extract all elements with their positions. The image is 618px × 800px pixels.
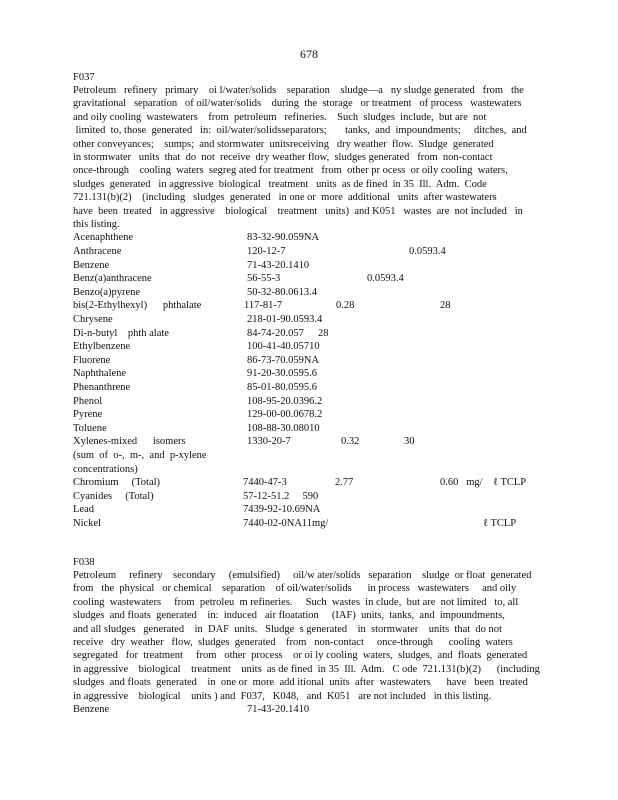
table-row bbox=[73, 422, 543, 436]
table-row bbox=[73, 381, 543, 395]
standard-value: 0.32 bbox=[341, 436, 360, 448]
table-row bbox=[73, 703, 543, 717]
constituent-name: Ethylbenzene bbox=[73, 341, 131, 353]
table-row bbox=[73, 395, 543, 409]
constituent-name: Chromium (Total) bbox=[73, 477, 161, 489]
constituent-name: (sum of o-, m-, and p-xylene bbox=[73, 449, 207, 461]
cas-number: 50-32-80.0613.4 bbox=[247, 286, 317, 298]
table-row bbox=[73, 245, 543, 259]
table-row bbox=[73, 517, 543, 531]
constituent-name: Phenanthrene bbox=[73, 382, 131, 393]
table-row bbox=[73, 449, 543, 463]
description-line: Petroleum refinery secondary (emulsified) oil/w ater/solids separation sludge or float generated bbox=[73, 570, 532, 581]
table-row bbox=[73, 259, 543, 273]
cas-number: 108-95-20.0396.2 bbox=[247, 395, 323, 407]
description-line: in stormwater units that do not receive dry weather flow, sludges generated from non-contact bbox=[73, 152, 493, 164]
description-line: 721.131(b)(2) (including sludges generated in one or more additional units after wastewaters bbox=[73, 192, 497, 204]
constituent-name: Di-n-butyl phth alate bbox=[73, 327, 169, 339]
constituent-name: Benzene bbox=[73, 704, 110, 716]
table-row bbox=[73, 408, 543, 422]
cas-number: 83-32-90.059NA bbox=[247, 232, 320, 244]
cas-number: 108-88-30.08010 bbox=[247, 422, 320, 434]
description-line: from the physical or chemical separation of oil/water/solids in process wastewaters and oily bbox=[73, 583, 517, 595]
page-number: 678 bbox=[300, 47, 318, 61]
cas-number: 100-41-40.05710 bbox=[247, 341, 320, 353]
cas-number: 120-12-7 bbox=[247, 246, 286, 258]
cas-number: 57-12-51.2 590 bbox=[243, 490, 319, 502]
standard-value: 0.0593.4 bbox=[409, 246, 446, 258]
standard-value: 30 bbox=[404, 436, 415, 448]
table-row bbox=[73, 299, 543, 313]
standard-value: 2.77 bbox=[335, 477, 354, 489]
table-row bbox=[73, 313, 543, 327]
cas-number: 86-73-70.059NA bbox=[247, 354, 320, 366]
table-row bbox=[73, 463, 543, 477]
constituent-table bbox=[73, 231, 543, 530]
constituent-name: Acenaphthene bbox=[73, 232, 134, 244]
standard-value: 0.0593.4 bbox=[367, 273, 404, 285]
cas-number: 117-81-7 bbox=[244, 300, 283, 312]
cas-number: 7439-92-10.69NA bbox=[243, 504, 321, 516]
standard-unit: ℓ TCLP bbox=[493, 477, 527, 489]
standard-value: 28 bbox=[318, 327, 329, 339]
description-line: in aggressive biological units ) and F037, K048, and K051 are not included in this listing. bbox=[73, 690, 492, 702]
waste-description bbox=[73, 84, 543, 231]
description-line: gravitational separation of oil/water/solids during the storage or treatment of process wastewaters bbox=[73, 98, 522, 110]
table-row bbox=[73, 367, 543, 381]
table-row bbox=[73, 354, 543, 368]
constituent-table bbox=[73, 703, 543, 717]
table-row bbox=[73, 340, 543, 354]
constituent-name: Chrysene bbox=[73, 314, 113, 326]
waste-description bbox=[73, 569, 543, 703]
description-line: Petroleum refinery primary oi l/water/solids separation sludge—a ny sludge generated from the bbox=[73, 85, 524, 96]
cas-number: 218-01-90.0593.4 bbox=[247, 314, 323, 326]
waste-section-f037 bbox=[73, 72, 543, 531]
description-line: cooling wastewaters from petroleu m refineries. Such wastes in clude, but are not limited to, all bbox=[73, 596, 519, 608]
waste-section-f038 bbox=[73, 557, 543, 717]
table-row bbox=[73, 490, 543, 504]
table-row bbox=[73, 476, 543, 490]
table-row bbox=[73, 503, 543, 517]
waste-code: F038 bbox=[73, 557, 95, 568]
waste-code: F037 bbox=[73, 72, 95, 83]
description-line: sludges and floats generated in one or more add itional units after wastewaters have been treated bbox=[73, 677, 528, 689]
description-line: this listing. bbox=[73, 219, 120, 231]
table-row bbox=[73, 327, 543, 341]
description-line: other conveyances; sumps; and stormwater unitsreceiving dry weather flow. Sludge generated bbox=[73, 138, 494, 150]
description-line: sludges generated in aggressive biological treatment units as de fined in 35 Ill. Adm. Code bbox=[73, 178, 487, 190]
constituent-name: Nickel bbox=[73, 517, 101, 529]
description-line: in aggressive biological treatment units as de fined in 35 Ill. Adm. C ode 721.131(b)(2) (including bbox=[73, 663, 540, 675]
cas-number: 1330-20-7 bbox=[247, 436, 291, 448]
constituent-name: Lead bbox=[73, 504, 94, 516]
description-line: have been treated in aggressive biological treatment units) and K051 wastes are not included in bbox=[73, 205, 523, 217]
constituent-name: Benz(a)anthracene bbox=[73, 273, 152, 285]
constituent-name: Phenol bbox=[73, 395, 103, 407]
cas-number: 85-01-80.0595.6 bbox=[247, 382, 317, 393]
cas-number: 71-43-20.1410 bbox=[247, 259, 310, 271]
constituent-name: Fluorene bbox=[73, 354, 111, 366]
constituent-name: Anthracene bbox=[73, 246, 122, 258]
description-line: and oily cooling wastewaters from petroleum refineries. Such sludges include, but are not bbox=[73, 111, 487, 123]
constituent-name: bis(2-Ethylhexyl) phthalate bbox=[73, 300, 202, 312]
table-row bbox=[73, 286, 543, 300]
description-line: and all sludges generated in DAF units. Sludge s generated in stormwater units that do not bbox=[73, 623, 502, 635]
constituent-name: Toluene bbox=[73, 422, 107, 434]
standard-value: 28 bbox=[440, 300, 451, 312]
constituent-name: Naphthalene bbox=[73, 368, 127, 380]
description-line: segregated for treatment from other process or oi ly cooling waters, sludges, and floats generated bbox=[73, 650, 528, 662]
constituent-name: Benzo(a)pyrene bbox=[73, 286, 141, 298]
standard-value: 0.60 mg/ bbox=[440, 477, 483, 489]
table-row bbox=[73, 231, 543, 245]
cas-number: 84-74-20.057 bbox=[247, 327, 304, 339]
description-line: limited to, those generated in: oil/water/solidsseparators; tanks, and impoundments; ditches, and bbox=[73, 125, 527, 137]
standard-unit: ℓ TCLP bbox=[483, 517, 517, 529]
description-line: once-through cooling waters segreg ated for treatment from other pr ocess or oily cooling waters, bbox=[73, 165, 508, 177]
constituent-name: Xylenes-mixed isomers bbox=[73, 436, 186, 448]
standard-value: 0.28 bbox=[336, 300, 355, 312]
constituent-name: Benzene bbox=[73, 259, 110, 271]
table-row bbox=[73, 435, 543, 449]
table-row bbox=[73, 272, 543, 286]
cas-number: 56-55-3 bbox=[247, 273, 281, 285]
cas-number: 129-00-00.0678.2 bbox=[247, 409, 323, 421]
constituent-name: Cyanides (Total) bbox=[73, 490, 154, 502]
cas-number: 71-43-20.1410 bbox=[247, 704, 310, 716]
cas-number: 91-20-30.0595.6 bbox=[247, 368, 317, 380]
constituent-name: Pyrene bbox=[73, 409, 103, 421]
description-line: sludges and floats generated in: induced air floatation (IAF) units, tanks, and impoundments, bbox=[73, 610, 505, 622]
cas-number: 7440-47-3 bbox=[243, 477, 287, 489]
constituent-name: concentrations) bbox=[73, 463, 138, 475]
cas-number: 7440-02-0NA11mg/ bbox=[243, 517, 329, 529]
description-line: receive dry weather flow, sludges generated from non-contact once-through cooling waters bbox=[73, 637, 513, 649]
